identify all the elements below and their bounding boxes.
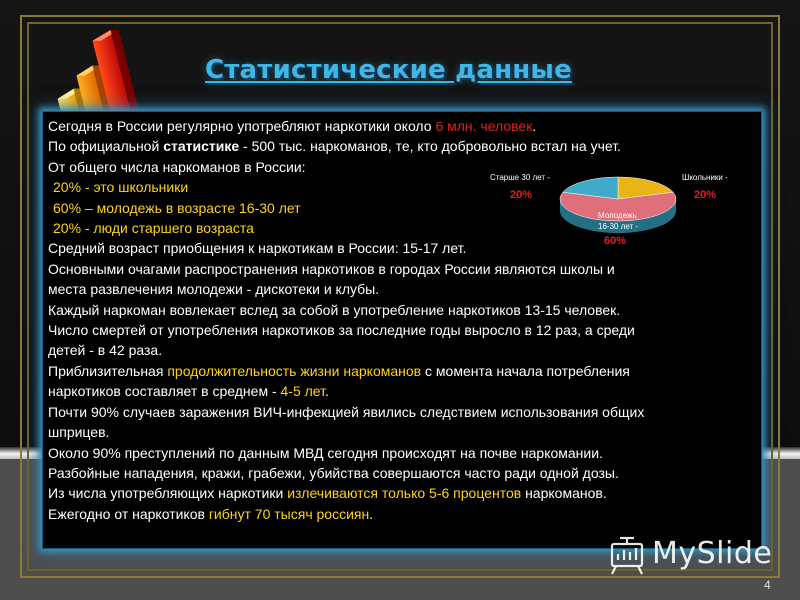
text-line: Почти 90% случаев заражения ВИЧ-инфекцией явились следствием использования общих — [48, 403, 645, 420]
text-bold: статистике — [163, 138, 240, 155]
text-span: наркотиков составляет в среднем - — [48, 383, 281, 400]
text-line: От общего числа наркоманов в России: — [48, 158, 306, 175]
highlight-yellow: гибнут 70 тысяч россиян — [208, 505, 370, 522]
label-youth-2: 16-30 лет - — [598, 222, 639, 231]
text-span: наркоманов. — [521, 485, 607, 502]
watermark-text: MySlide — [652, 536, 773, 571]
highlight-yellow: 4-5 лет — [280, 383, 325, 400]
highlight-yellow: излечиваются только 5-6 процентов — [287, 485, 522, 502]
highlight-yellow: продолжительность жизни наркоманов — [167, 362, 422, 379]
value-older: 20% — [510, 189, 533, 201]
label-older: Старше 30 лет - — [490, 173, 550, 182]
text-span: Приблизительная — [48, 362, 168, 379]
text-line: Около 90% преступлений по данным МВД сегодня происходят на почве наркомании. — [48, 444, 603, 461]
text-line: места развлечения молодежи - дискотеки и клубы. — [48, 281, 380, 298]
value-youth: 60% — [604, 235, 627, 247]
text-line — [48, 504, 760, 524]
value-schoolchildren: 20% — [694, 189, 717, 201]
text-line-highlight: 20% - это школьники — [53, 179, 189, 196]
text-line: Каждый наркоман вовлекает вслед за собой в употребление наркотиков 13-15 человек. — [48, 301, 621, 318]
label-youth-1: Молодежь — [598, 211, 637, 220]
text-line — [48, 483, 760, 503]
text-line: Число смертей от употребления наркотиков за последние годы выросло в 12 раз, а среди — [48, 322, 635, 339]
text-span: Ежегодно от наркотиков — [48, 505, 209, 522]
text-line — [48, 381, 760, 401]
text-span: Из числа употребляющих наркотики — [48, 485, 288, 502]
text-span: Сегодня в России регулярно употребляют наркотики около — [48, 118, 436, 134]
text-span: . — [325, 383, 329, 400]
text-line: Разбойные нападения, кражи, грабежи, убийства совершаются часто ради одной дозы. — [48, 464, 619, 481]
text-line — [48, 361, 760, 381]
text-line: шприцев. — [48, 424, 110, 441]
highlight-red: 6 млн. человек — [435, 118, 533, 134]
text-span: - 500 тыс. наркоманов, те, кто добровольно встал на учет. — [239, 138, 621, 155]
text-line-highlight: 60% – молодежь в возрасте 16-30 лет — [53, 199, 301, 216]
text-line — [48, 116, 760, 136]
text-line: Средний возраст приобщения к наркотикам в России: 15-17 лет. — [48, 240, 467, 257]
text-line: детей - в 42 раза. — [48, 342, 163, 359]
text-line: Основными очагами распространения наркотиков в городах России являются школы и — [48, 260, 615, 277]
text-line — [48, 136, 760, 156]
slide-title: Статистические данные — [205, 55, 572, 85]
text-span: . — [532, 118, 537, 134]
age-pie-chart — [478, 166, 754, 258]
text-span: По официальной — [48, 138, 164, 155]
text-span: с момента начала потребления — [421, 362, 630, 379]
text-span: . — [369, 505, 374, 522]
slide-number: 4 — [764, 578, 771, 592]
text-line-highlight: 20% - люди старшего возраста — [53, 220, 254, 237]
label-schoolchildren: Школьники - — [682, 173, 728, 182]
